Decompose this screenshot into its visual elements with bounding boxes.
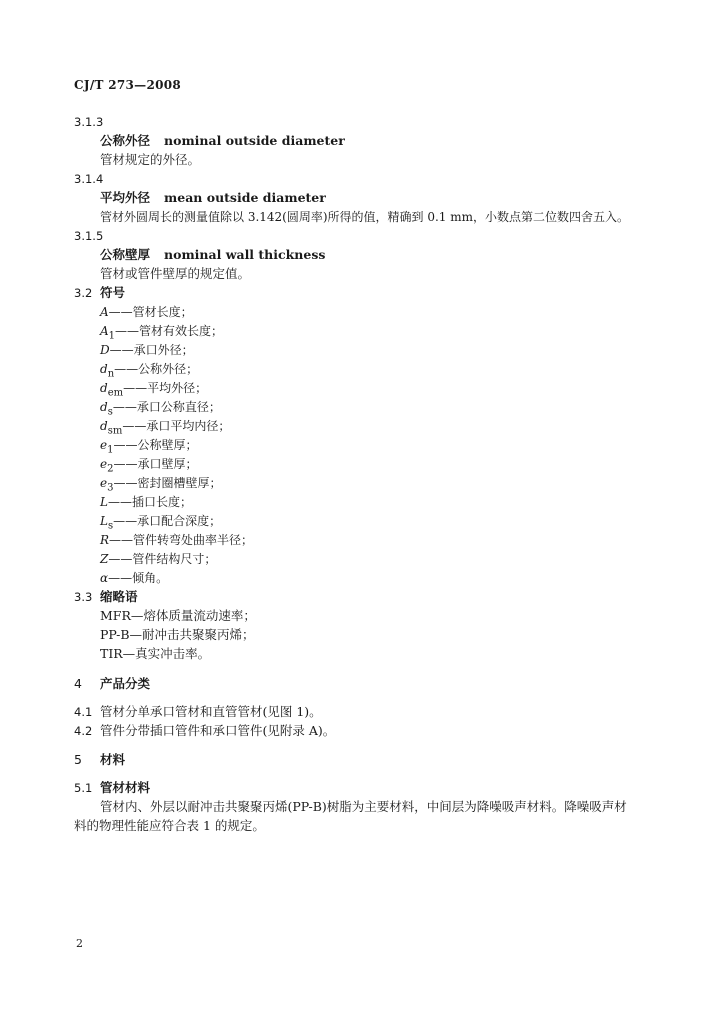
section-heading-4 — [74, 676, 150, 692]
abbreviation-entry: MFR—熔体质量流动速率； — [100, 608, 256, 623]
symbol-entry: $d_{sm}——$承口平均内径； — [100, 419, 231, 437]
definition-text: 管材规定的外径。 — [100, 152, 201, 167]
symbol-entry: Z——管件结构尺寸； — [100, 552, 217, 566]
clause-title: 符号 — [100, 285, 126, 300]
symbol-entry: $e_3——$密封圈槽壁厚； — [100, 476, 222, 494]
clause-number: 3.2 — [74, 286, 93, 300]
clause-number: 3.1.3 — [74, 115, 104, 129]
clause-5-1 — [74, 780, 150, 796]
section-title: 产品分类 — [100, 676, 151, 691]
symbol-entry: $L_s——$承口配合深度； — [100, 514, 222, 532]
symbol-entry: α——倾角。 — [100, 571, 169, 585]
clause-number: 5.1 — [74, 781, 93, 795]
symbol-entry: D——承口外径； — [100, 343, 194, 357]
symbol-entry: A——管材长度； — [100, 305, 193, 319]
term-en: nominal outside diameter — [164, 133, 345, 148]
clause-4-2 — [74, 723, 335, 739]
abbreviation-entry: PP-B—耐冲击共聚聚丙烯； — [100, 627, 255, 642]
symbol-entry: $A_1——$管材有效长度； — [100, 324, 224, 342]
term-en: nominal wall thickness — [164, 247, 326, 262]
symbol-entry: $d_{em}——$平均外径； — [100, 381, 208, 399]
term-heading — [100, 133, 345, 149]
clause-title: 管材材料 — [100, 780, 151, 795]
symbols-heading — [74, 285, 125, 301]
symbol-entry: L——插口长度； — [100, 495, 192, 509]
symbol-entry: R——管件转弯处曲率半径； — [100, 533, 254, 547]
symbol-entry: $d_s——$承口公称直径； — [100, 400, 221, 418]
section-number: 5 — [74, 752, 82, 767]
paragraph-line: 管材内、外层以耐冲击共聚聚丙烯(PP-B)树脂为主要材料，中间层为降噪吸声材料。降噪吸声材 — [100, 799, 627, 814]
clause-number: 4.1 — [74, 705, 93, 719]
clause-number: 3.1.5 — [74, 229, 104, 243]
term-heading — [100, 190, 326, 206]
clause-text: 管件分带插口管件和承口管件(见附录 A)。 — [100, 723, 336, 738]
clause-text: 管材分单承口管材和直管管材(见图 1)。 — [100, 704, 322, 719]
symbol-entry: $e_1——$公称壁厚； — [100, 438, 198, 456]
abbreviation-entry: TIR—真实冲击率。 — [100, 646, 211, 661]
abbreviations-heading — [74, 589, 138, 605]
section-title: 材料 — [100, 752, 126, 767]
definition-text: 管材外圆周长的测量值除以 3.142(圆周率)所得的值，精确到 0.1 mm，小数点第二位数四舍五入。 — [100, 210, 630, 224]
symbol-entry: $e_2——$承口壁厚； — [100, 457, 198, 475]
section-number: 4 — [74, 676, 82, 691]
standard-header: CJ/T 273—2008 — [74, 78, 182, 92]
section-heading-5 — [74, 752, 125, 768]
page-number: 2 — [76, 937, 83, 950]
term-zh: 公称壁厚 — [100, 247, 151, 262]
paragraph-line: 料的物理性能应符合表 1 的规定。 — [74, 818, 265, 833]
clause-number: 3.3 — [74, 590, 93, 604]
clause-4-1 — [74, 704, 322, 720]
definition-text: 管材或管件壁厚的规定值。 — [100, 266, 251, 281]
term-heading — [100, 247, 325, 263]
clause-number: 4.2 — [74, 724, 93, 738]
symbol-entry: $d_n——$公称外径； — [100, 362, 199, 380]
clause-number: 3.1.4 — [74, 172, 104, 186]
term-zh: 平均外径 — [100, 190, 151, 205]
term-zh: 公称外径 — [100, 133, 151, 148]
clause-title: 缩略语 — [100, 589, 138, 604]
term-en: mean outside diameter — [164, 190, 326, 205]
